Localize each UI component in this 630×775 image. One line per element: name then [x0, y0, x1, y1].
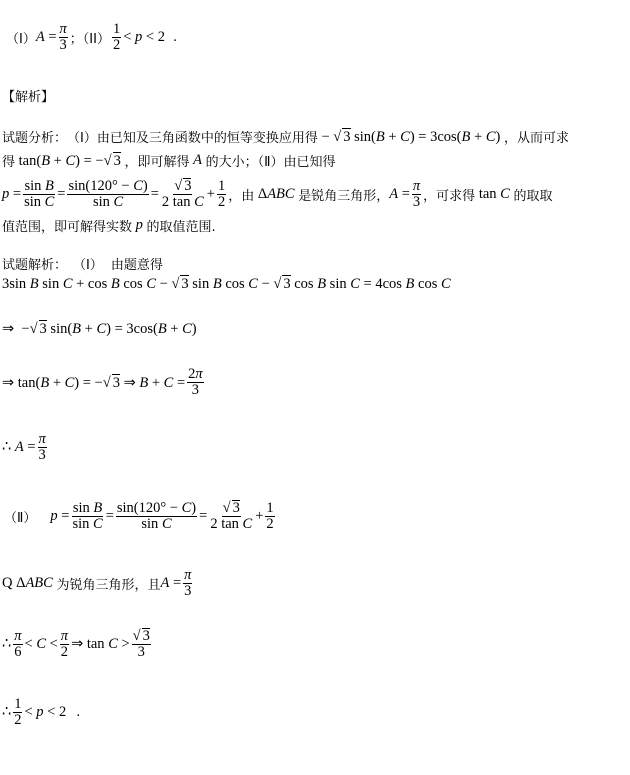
analysis-line-3: p = $\frac{\text{sin B}}{\text{sin C}}$ = $\frac{\sin(120^\circ - C)}{\text{sin C}}$ = $\frac{√ 3}{\text{2 tan C}}$ + $\frac{1}{2}$ ，由 ΔABC 是锐角三角形， A = $\frac{\pi}{3}$ ，可求得 tan C 的取取 — [2, 177, 553, 210]
solution-header: 试题解析： （Ⅰ） 由题意得 — [2, 258, 163, 273]
equation-3: ⇒ tan(B + C) = −√ 3 ⇒ B + C = $\frac{2\pi}{3}$ — [2, 366, 203, 398]
part2-label: ；（II） — [69, 32, 110, 47]
analysis-line-2: 得 tan(B + C) = −√ 3 ，即可解得 A 的大小；（Ⅱ）由已知得 — [2, 152, 336, 170]
equation-1: 3sin B sin C + cos B cos C − √ 3 sin B cos C − √ 3 cos B sin C = 4cos B cos C — [2, 276, 451, 292]
fraction-pi-over-3: $\frac{\pi}{3}$ — [59, 21, 67, 53]
final-range: ∴ $\frac{1}{2}$ < p < 2 . — [2, 696, 81, 728]
part1-label: （I） — [6, 32, 36, 47]
equation-2: ⇒ −√ 3 sin(B + C) = 3cos(B + C) — [2, 321, 197, 337]
equation-4: ∴ A = $\frac{\pi}{3}$ — [2, 431, 46, 463]
section-heading: 【解析】 — [2, 90, 55, 105]
analysis-line-1: 试题分析： （Ⅰ）由已知及三角函数中的恒等变换应用得 − √ 3 sin(B + C) = 3cos(B + C) ，从而可求 — [2, 128, 569, 146]
analysis-line-4: 值范围，即可解得实数 p 的取值范围. — [2, 217, 216, 235]
acute-triangle-line: Q ΔABC 为锐角三角形，且 A = $\frac{\pi}{3}$ — [2, 567, 192, 599]
answer-line: （I） A = $\frac{\pi}{3}$ ；（II） $\frac{1}{2}$ < p < 2 . — [6, 21, 178, 53]
angle-c-range: ∴ $\frac{\pi}{6}$ < C < $\frac{\pi}{2}$ ⇒ tan C > $\frac{√ 3}{3}$ — [2, 627, 150, 660]
fraction-half: $\frac{1}{2}$ — [112, 21, 121, 53]
part2-equation: （Ⅱ） p = $\frac{\text{sin B}}{\text{sin C}}$ = $\frac{\sin(120^\circ - C)}{\text{sin C}}$ = $\frac{√ 3}{\text{2 tan C}}$ + $\frac{1}{2}$ — [4, 499, 274, 532]
